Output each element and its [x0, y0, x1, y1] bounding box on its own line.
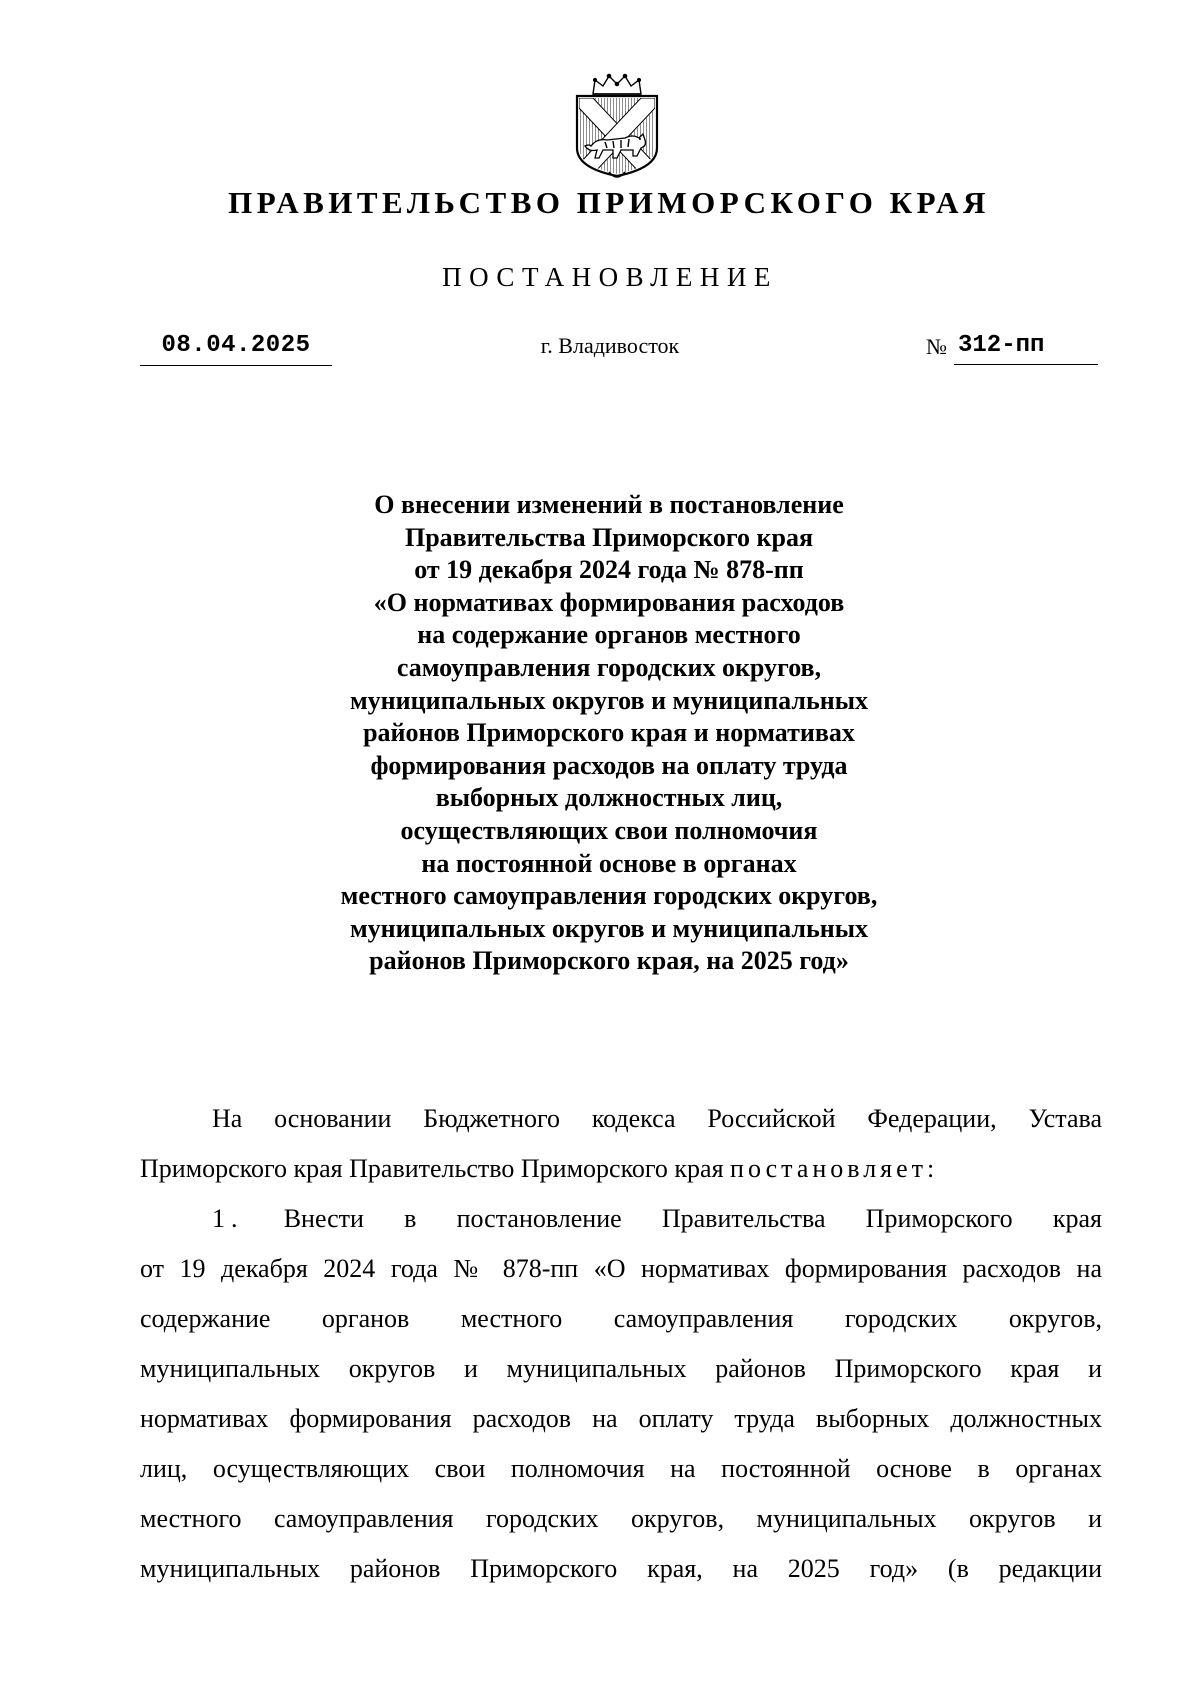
resolution-verb: постановляет:	[730, 1154, 939, 1183]
body-line	[140, 1144, 1102, 1194]
subject-line: районов Приморского края, на 2025 год»	[369, 946, 849, 976]
body-line: На основании Бюджетного кодекса Российской Федерации, Устава	[212, 1104, 1102, 1133]
subject-line: О внесении изменений в постановление	[374, 490, 844, 519]
subject-line: самоуправления городских округов,	[396, 652, 822, 682]
body-line: муниципальных округов и муниципальных районов Приморского края и	[140, 1354, 1102, 1383]
subject-line: Правительства Приморского края	[404, 522, 814, 552]
subject-line: «О нормативах формирования расходов	[373, 587, 845, 617]
subject-line: выборных должностных лиц,	[435, 783, 783, 813]
subject-line: муниципальных округов и муниципальных	[349, 913, 869, 943]
subject-line: на содержание органов местного	[417, 620, 801, 650]
subject-line: районов Приморского края и нормативах	[363, 718, 855, 748]
primorsky-krai-coat-of-arms-icon	[571, 72, 663, 184]
body-line: нормативах формирования расходов на оплату труда выборных должностных	[140, 1404, 1102, 1433]
subject-line: местного самоуправления городских округов,	[340, 881, 878, 911]
subject-line: формирования расходов на оплату труда	[370, 750, 848, 780]
body-line	[140, 1194, 1102, 1244]
subject-line: муниципальных округов и муниципальных	[349, 685, 869, 715]
body-text-run: Приморского края Правительство Приморского края	[140, 1154, 724, 1183]
body-line: от 19 декабря 2024 года № 878-пп «О нормативах формирования расходов на	[140, 1254, 1102, 1283]
document-city: г. Владивосток	[540, 333, 680, 358]
body-line: муниципальных районов Приморского края, на 2025 год» (в редакции	[140, 1554, 1102, 1583]
number-sign: №	[926, 334, 947, 359]
subject-line: осуществляющих свои полномочия	[400, 815, 818, 845]
subject-line: на постоянной основе в органах	[421, 848, 797, 878]
body-line: местного самоуправления городских округов, муниципальных округов и	[140, 1504, 1102, 1533]
body-line: лиц, осуществляющих свои полномочия на постоянной основе в органах	[140, 1454, 1102, 1483]
body-text-run: Внести в постановление Правительства Приморского края	[283, 1204, 1103, 1233]
item-number: 1.	[212, 1204, 244, 1233]
subject-line: от 19 декабря 2024 года № 878-пп	[414, 555, 804, 585]
document-body	[140, 1094, 1102, 1594]
body-line: содержание органов местного самоуправления городских округов,	[140, 1304, 1102, 1333]
document-number: 312-пп	[954, 329, 1098, 365]
government-title: ПРАВИТЕЛЬСТВО ПРИМОРСКОГО КРАЯ	[228, 185, 990, 220]
document-subject	[0, 489, 1200, 978]
document-number-block	[926, 329, 1098, 365]
document-date: 08.04.2025	[140, 329, 332, 366]
document-type: ПОСТАНОВЛЕНИЕ	[442, 262, 778, 292]
